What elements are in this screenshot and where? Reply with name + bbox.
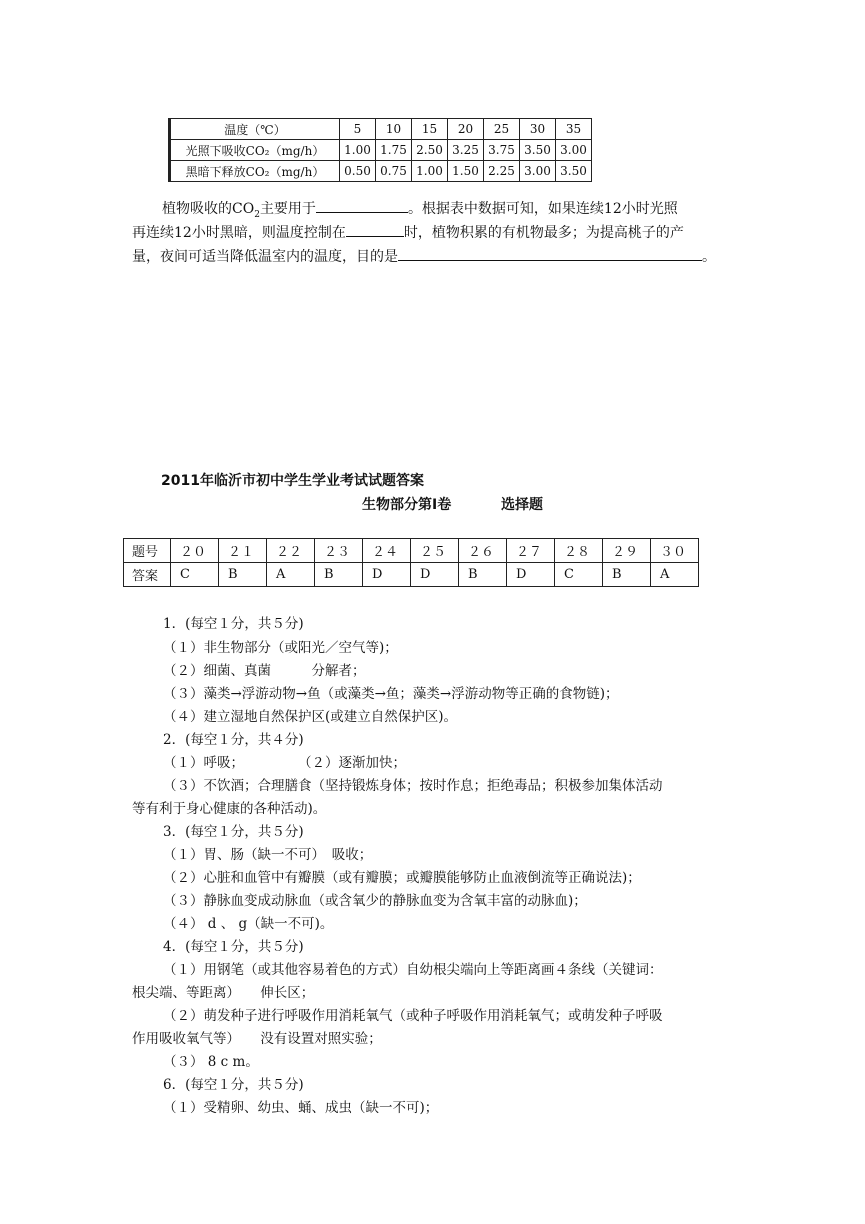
answer-blank[interactable] <box>398 245 702 261</box>
table-cell: 3.00 <box>556 140 592 161</box>
table-cell: 1.75 <box>376 140 412 161</box>
answer-line: 2．(每空１分，共４分) <box>163 732 304 748</box>
table-cell: 2.50 <box>412 140 448 161</box>
table-cell: ２２ <box>267 539 315 563</box>
answer-line: （２）萌发种子进行呼吸作用消耗氧气（或种子呼吸作用消耗氧气；或萌发种子呼吸 <box>163 1008 663 1024</box>
answer-line: 6．(每空１分，共５分) <box>163 1077 304 1093</box>
light-absorb-label: 光照下吸收CO₂（mg/h） <box>170 140 340 161</box>
table-cell: C <box>171 563 219 587</box>
answer-line: （２）细菌、真菌 分解者； <box>163 663 366 679</box>
answer-line: 根尖端、等距离） 伸长区； <box>132 985 315 1001</box>
answer-line: （１）呼吸； （２）逐渐加快； <box>163 755 406 771</box>
answer-line: （３） 8 c m。 <box>163 1054 259 1070</box>
table-cell: 35 <box>556 119 592 140</box>
table-row <box>170 119 592 140</box>
answer-line: （２）心脏和血管中有瓣膜（或有瓣膜；或瓣膜能够防止血液倒流等正确说法)； <box>163 870 641 886</box>
question-line-2 <box>132 221 684 245</box>
table-cell: 2.25 <box>484 161 520 182</box>
table-cell: 10 <box>376 119 412 140</box>
table-cell: ２６ <box>459 539 507 563</box>
table-cell: 3.50 <box>556 161 592 182</box>
table-cell: ２７ <box>507 539 555 563</box>
answer-line: （１）受精卵、幼虫、蛹、成虫（缺一不可)； <box>163 1100 439 1116</box>
table-row <box>124 563 699 587</box>
answer-title: 2011年临沂市初中学生学业考试试题答案 <box>161 473 424 489</box>
table-cell: 3.50 <box>520 140 556 161</box>
table-cell: 25 <box>484 119 520 140</box>
table-cell: B <box>219 563 267 587</box>
table-cell: 3.25 <box>448 140 484 161</box>
table-cell: 15 <box>412 119 448 140</box>
table-cell: 20 <box>448 119 484 140</box>
table-cell: ２３ <box>315 539 363 563</box>
table-cell: D <box>507 563 555 587</box>
answer-blank[interactable] <box>346 221 404 237</box>
table-cell: 3.00 <box>520 161 556 182</box>
table-cell: ２０ <box>171 539 219 563</box>
temperature-header: 温度（℃） <box>170 119 340 140</box>
table-cell: 0.75 <box>376 161 412 182</box>
table-cell: B <box>315 563 363 587</box>
answer-line: （１）非生物部分（或阳光／空气等)； <box>163 640 398 656</box>
table-cell: 0.50 <box>340 161 376 182</box>
question-text: 量，夜间可适当降低温室内的温度，目的是 <box>132 249 398 265</box>
question-line-3 <box>132 245 716 269</box>
question-text: 植物吸收的CO <box>162 201 255 217</box>
question-text: 主要用于 <box>259 201 316 217</box>
answer-line: （１）用钢笔（或其他容易着色的方式）自幼根尖端向上等距离画４条线（关键词： <box>163 962 663 978</box>
answer-line: 作用吸收氧气等） 没有设置对照实验； <box>132 1031 382 1047</box>
table-cell: ２９ <box>603 539 651 563</box>
table-cell: ２５ <box>411 539 459 563</box>
answer-line: （４） d 、 g（缺一不可)。 <box>163 916 334 932</box>
answer-line: 4．(每空１分，共５分) <box>163 939 304 955</box>
table-cell: ２４ <box>363 539 411 563</box>
answer-line: 3．(每空１分，共５分) <box>163 824 304 840</box>
question-text: 。 <box>702 249 716 265</box>
co2-data-table <box>168 118 592 182</box>
table-cell: D <box>363 563 411 587</box>
dark-release-label: 黑暗下释放CO₂（mg/h） <box>170 161 340 182</box>
answer-line: 1．(每空１分，共５分) <box>163 616 304 632</box>
answer-line: （１）胃、肠（缺一不可） 吸收； <box>163 847 373 863</box>
table-cell: 3.75 <box>484 140 520 161</box>
table-cell: 1.50 <box>448 161 484 182</box>
answer-line: （４）建立湿地自然保护区(或建立自然保护区)。 <box>163 709 458 725</box>
table-cell: 30 <box>520 119 556 140</box>
answer-table <box>123 538 699 587</box>
question-text: 再连续12小时黑暗，则温度控制在 <box>132 225 346 241</box>
answer-header: 答案 <box>124 563 171 587</box>
question-text: 。根据表中数据可知，如果连续12小时光照 <box>407 201 678 217</box>
answer-blank[interactable] <box>316 197 408 213</box>
table-cell: B <box>603 563 651 587</box>
table-cell: ２１ <box>219 539 267 563</box>
table-cell: ３０ <box>651 539 699 563</box>
answer-line: （３）静脉血变成动脉血（或含氧少的静脉血变为含氧丰富的动脉血)； <box>163 893 587 909</box>
table-cell: B <box>459 563 507 587</box>
table-cell: C <box>555 563 603 587</box>
subscript: 2 <box>254 209 260 220</box>
question-text: 时，植物积累的有机物最多；为提高桃子的产 <box>403 225 684 241</box>
table-row <box>124 539 699 563</box>
table-cell: 1.00 <box>340 140 376 161</box>
table-cell: 1.00 <box>412 161 448 182</box>
table-cell: A <box>651 563 699 587</box>
section-title: 生物部分第Ⅰ卷 <box>362 497 452 513</box>
answer-line: 等有利于身心健康的各种活动)。 <box>132 801 327 817</box>
table-cell: 5 <box>340 119 376 140</box>
answer-line: （３）不饮酒；合理膳食（坚持锻炼身体；按时作息；拒绝毒品；积极参加集体活动 <box>163 778 663 794</box>
answer-line: （３）藻类→浮游动物→鱼（或藻类→鱼；藻类→浮游动物等正确的食物链)； <box>163 686 619 702</box>
question-number-header: 题号 <box>124 539 171 563</box>
table-cell: D <box>411 563 459 587</box>
table-row <box>170 140 592 161</box>
section-type: 选择题 <box>501 497 543 513</box>
table-cell: A <box>267 563 315 587</box>
table-cell: ２８ <box>555 539 603 563</box>
table-row <box>170 161 592 182</box>
